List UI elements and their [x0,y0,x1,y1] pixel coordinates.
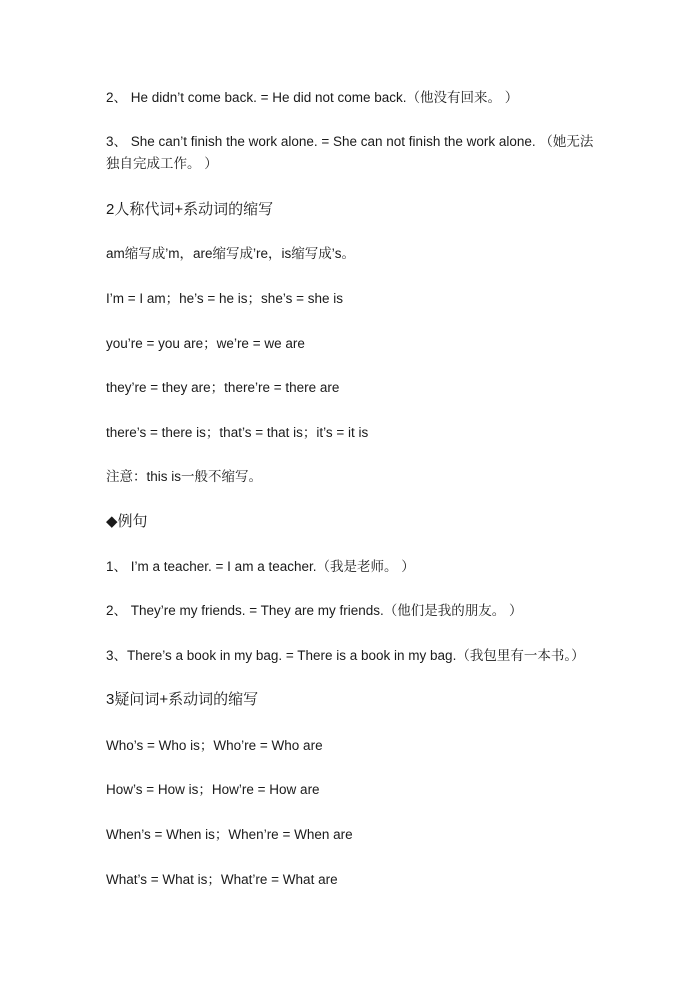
contraction-list-4: there’s = there is；that’s = that is；it’s = it is [106,425,369,440]
section-heading-pronoun-contraction: 2人称代词+系动词的缩写 [106,201,274,218]
question-contraction-when: When’s = When is；When’re = When are [106,827,353,842]
example-line-3: 3、 She can’t finish the work alone. = She can not finish the work alone. （她无法独自完成工作。 ） [106,134,594,171]
example-sentence-3: 3、There’s a book in my bag. = There is a book in my bag.（我包里有一本书。） [106,648,585,663]
question-contraction-who: Who’s = Who is；Who’re = Who are [106,738,323,753]
question-contraction-how: How’s = How is；How’re = How are [106,782,320,797]
contraction-list-3: they’re = they are；there’re = there are [106,380,340,395]
contraction-list-1: I’m = I am；he’s = he is；she’s = she is [106,291,343,306]
example-line-2: 2、 He didn’t come back. = He did not come back.（他没有回来。 ） [106,90,519,105]
examples-heading: ◆例句 [106,513,148,530]
contraction-list-2: you’re = you are；we’re = we are [106,336,305,351]
contraction-rule: am缩写成’m，are缩写成’re，is缩写成’s。 [106,246,356,261]
question-contraction-what: What’s = What is；What’re = What are [106,872,338,887]
note-line: 注意：this is一般不缩写。 [106,469,263,484]
example-sentence-1: 1、 I’m a teacher. = I am a teacher.（我是老师。 ） [106,559,415,574]
example-sentence-2: 2、 They’re my friends. = They are my friends.（他们是我的朋友。 ） [106,603,523,618]
section-heading-question-contraction: 3疑问词+系动词的缩写 [106,691,259,708]
